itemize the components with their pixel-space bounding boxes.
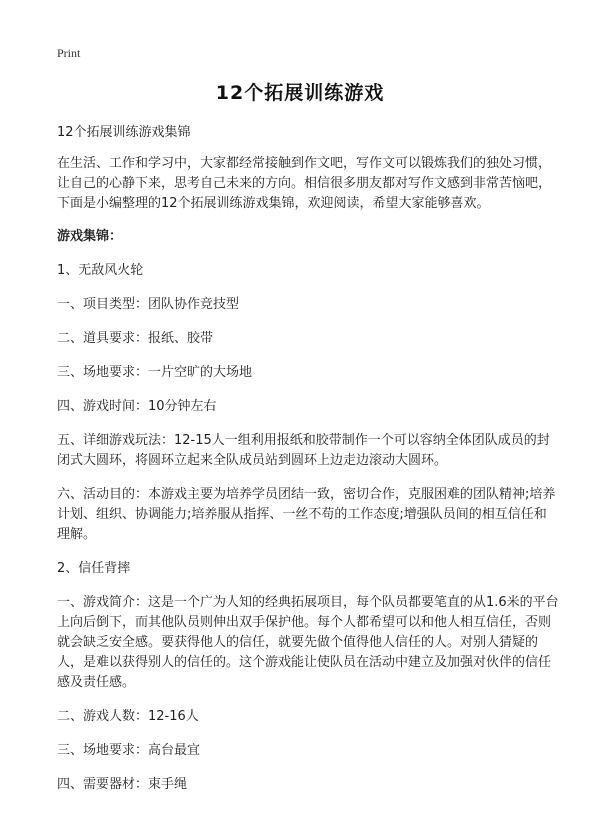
page-title: 12个拓展训练游戏 (215, 82, 385, 104)
game-2-item-venue: 三、场地要求：高台最宜 (57, 743, 201, 758)
document-subtitle: 12个拓展训练游戏集锦 (57, 125, 191, 140)
game-1-item-type: 一、项目类型：团队协作竞技型 (57, 297, 240, 312)
print-link[interactable]: Print (57, 46, 81, 60)
game-2-item-equipment: 四、需要器材：束手绳 (57, 777, 188, 792)
game-1-item-rules: 五、详细游戏玩法：12-15人一组利用报纸和胶带制作一个可以容纳全体团队成员的封闭式大圆环，将圆环立起来全队成员站到圆环上边走边滚动大圆环。 (57, 433, 550, 468)
game-1-item-purpose: 六、活动目的：本游戏主要为培养学员团结一致，密切合作，克服困难的团队精神;培养计划、组织、协调能力;培养服从指挥、一丝不苟的工作态度;增强队员间的相互信任和理解。 (57, 487, 556, 542)
game-title-2: 2、信任背摔 (57, 561, 131, 576)
document-body (57, 123, 559, 809)
game-1-item-venue: 三、场地要求：一片空旷的大场地 (57, 365, 253, 380)
game-1-item-props: 二、道具要求：报纸、胶带 (57, 331, 214, 346)
game-1-item-duration: 四、游戏时间：10分钟左右 (57, 399, 217, 414)
game-title-1: 1、无敌风火轮 (57, 263, 144, 278)
section-heading: 游戏集锦： (57, 229, 123, 244)
game-2-item-players: 二、游戏人数：12-16人 (57, 709, 199, 724)
intro-paragraph: 在生活、工作和学习中，大家都经常接触到作文吧，写作文可以锻炼我们的独处习惯，让自己的心静下来，思考自己未来的方向。相信很多朋友都对写作文感到非常苦恼吧，下面是小编整理的12个拓展训练游戏集锦，欢迎阅读，希望大家能够喜欢。 (57, 156, 552, 211)
game-2-item-intro: 一、游戏简介：这是一个广为人知的经典拓展项目，每个队员都要笔直的从1.6米的平台上向后倒下，而其他队员则伸出双手保护他。每个人都希望可以和他人相互信任，否则就会缺乏安全感。要获得他人的信任，就要先做个值得他人信任的人。对别人猜疑的人，是难以获得别人的信任的。这个游戏能让使队员在活动中建立及加强对伙伴的信任感及责任感。 (57, 595, 559, 690)
